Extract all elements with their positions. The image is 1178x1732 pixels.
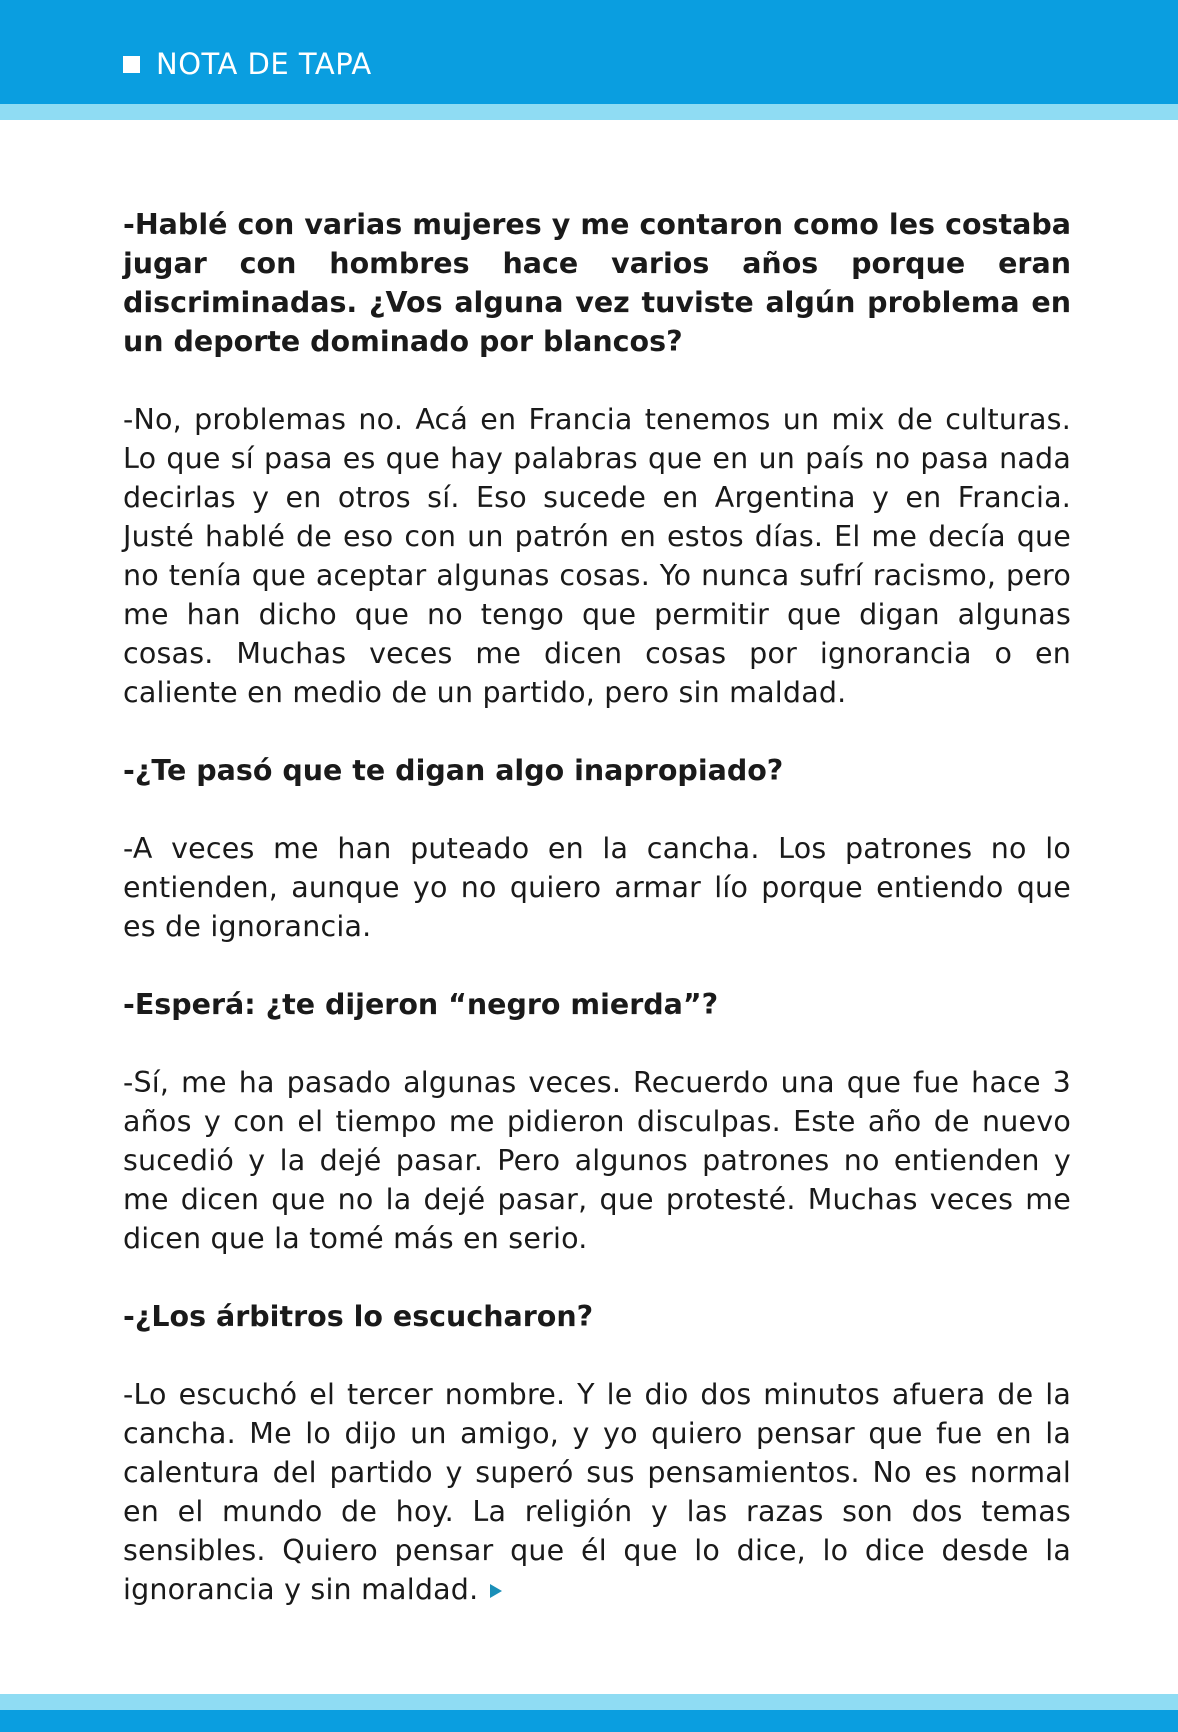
footer-bar [0, 1710, 1178, 1732]
article-body [123, 205, 1071, 1648]
header-stripe [0, 104, 1178, 120]
interview-answer-4-container [123, 1375, 1071, 1609]
interview-answer-1: -No, problemas no. Acá en Francia tenemos un mix de culturas. Lo que sí pasa es que hay palabras que en un país no pasa nada decirlas y en otros sí. Eso sucede en Argentina y en Francia. Justé hablé de eso con un patrón en estos días. El me decía que no tenía que aceptar algunas cosas. Yo nunca sufrí racismo, pero me han dicho que no tengo que permitir que digan algunas cosas. Muchas veces me dicen cosas por ignorancia o en caliente en medio de un partido, pero sin maldad. [123, 403, 1071, 709]
triangle-right-icon [490, 1584, 502, 1598]
section-label-text: NOTA DE TAPA [156, 47, 372, 81]
interview-question-1: -Hablé con varias mujeres y me contaron como les costaba jugar con hombres hace varios años porque eran discriminadas. ¿Vos alguna vez tuviste algún problema en un deporte dominado por blancos? [123, 208, 1071, 358]
square-bullet-icon [123, 56, 140, 73]
interview-question-4: -¿Los árbitros lo escucharon? [123, 1300, 594, 1333]
interview-answer-3: -Sí, me ha pasado algunas veces. Recuerdo una que fue hace 3 años y con el tiempo me pidieron disculpas. Este año de nuevo sucedió y la dejé pasar. Pero algunos patrones no entienden y me dicen que no la dejé pasar, que protesté. Muchas veces me dicen que la tomé más en serio. [123, 1066, 1071, 1255]
interview-question-2: -¿Te pasó que te digan algo inapropiado? [123, 754, 784, 787]
footer-stripe [0, 1694, 1178, 1710]
interview-question-3: -Esperá: ¿te dijeron “negro mierda”? [123, 988, 719, 1021]
section-label [123, 47, 372, 81]
interview-answer-2: -A veces me han puteado en la cancha. Los patrones no lo entienden, aunque yo no quiero armar lío porque entiendo que es de ignorancia. [123, 832, 1071, 943]
interview-answer-4: -Lo escuchó el tercer nombre. Y le dio dos minutos afuera de la cancha. Me lo dijo un amigo, y yo quiero pensar que fue en la calentura del partido y superó sus pensamientos. No es normal en el mundo de hoy. La religión y las razas son dos temas sensibles. Quiero pensar que él que lo dice, lo dice desde la ignorancia y sin maldad. [123, 1378, 1071, 1606]
